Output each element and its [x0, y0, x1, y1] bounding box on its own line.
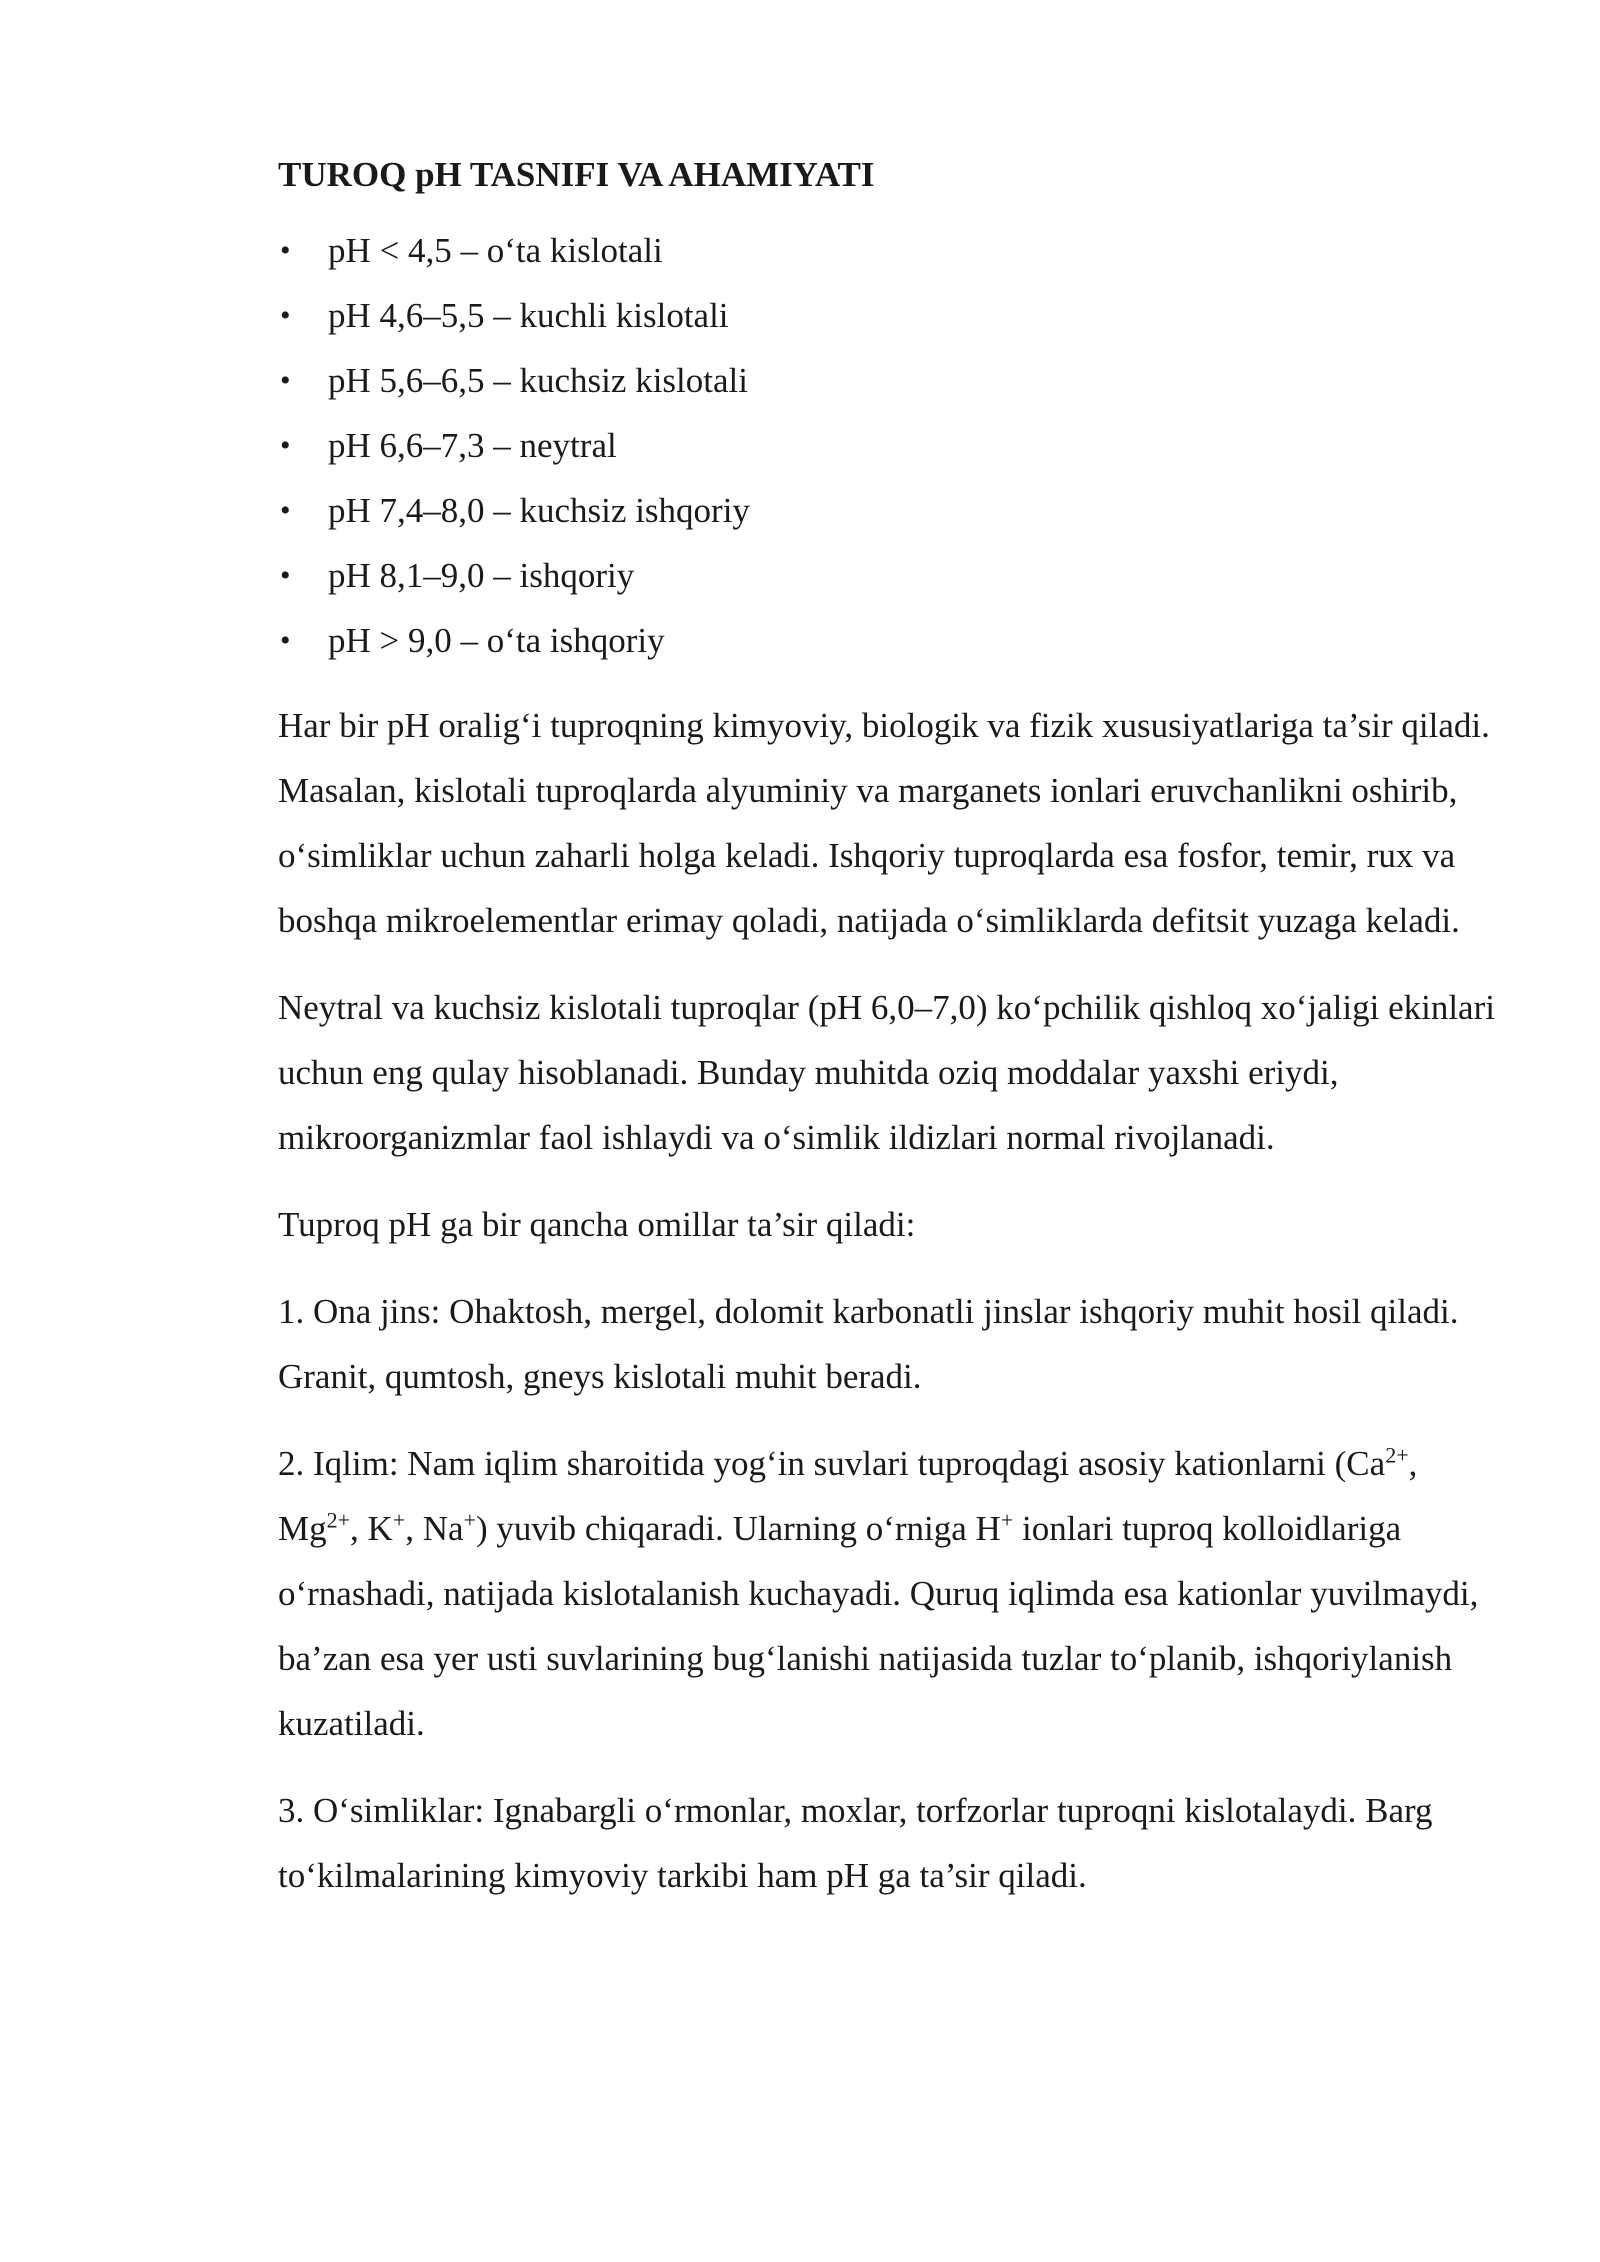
bullet-icon: •	[280, 429, 291, 462]
paragraph-parent-rock: 1. Ona jins: Ohaktosh, mergel, dolomit karbonatli jinslar ishqoriy muhit hosil qiladi. Granit, qumtosh, gneys kislotali muhit beradi.	[278, 1292, 1459, 1396]
paragraph-climate: 2. Iqlim: Nam iqlim sharoitida yog‘in suvlari tuproqdagi asosiy kationlarni ($Ca^{2+}$, $Mg^{2+}$, K+, Na+) yuvib chiqaradi. Ularning o‘rniga H+ ionlari tuproq kolloidlariga o‘rnashadi, natijada kislotalanish kuchayadi. Quruq iqlimda esa kationlar yuvilmaydi, ba’zan esa yer usti suvlarining bug‘lanishi natijasida tuzlar to‘planib, ishqoriylanish kuzatiladi.	[278, 1442, 1479, 1743]
list-item: • pH 8,1–9,0 – ishqoriy	[278, 543, 1500, 608]
bullet-icon: •	[280, 299, 291, 332]
paragraph-plants: 3. O‘simliklar: Ignabargli o‘rmonlar, moxlar, torfzorlar tuproqni kislotalaydi. Barg to‘kilmalarining kimyoviy tarkibi ham pH ga ta’sir qiladi.	[278, 1791, 1433, 1895]
document-page	[278, 150, 1500, 1930]
paragraph-factors-intro: Tuproq pH ga bir qancha omillar ta’sir qiladi:	[278, 1205, 916, 1244]
list-item: • pH > 9,0 – o‘ta ishqoriy	[278, 608, 1500, 673]
bullet-icon: •	[280, 494, 291, 527]
bullet-icon: •	[280, 364, 291, 397]
list-item: • pH < 4,5 – o‘ta kislotali	[278, 218, 1500, 283]
ph-classification-list	[278, 218, 1500, 673]
bullet-icon: •	[280, 624, 291, 657]
paragraph-ph-effects: Har bir pH oralig‘i tuproqning kimyoviy, biologik va fizik xususiyatlariga ta’sir qiladi. Masalan, kislotali tuproqlarda alyuminiy va marganets ionlari eruvchanlikni oshirib, o‘simliklar uchun zaharli holga keladi. Ishqoriy tuproqlarda esa fosfor, temir, rux va boshqa mikroelementlar erimay qoladi, natijada o‘simliklarda defitsit yuzaga keladi.	[278, 706, 1490, 940]
list-item: • pH 5,6–6,5 – kuchsiz kislotali	[278, 348, 1500, 413]
list-item: • pH 6,6–7,3 – neytral	[278, 413, 1500, 478]
bullet-icon: •	[280, 559, 291, 592]
document-title: TUROQ pH TASNIFI VA AHAMIYATI	[278, 155, 875, 194]
list-item: • pH 7,4–8,0 – kuchsiz ishqoriy	[278, 478, 1500, 543]
bullet-icon: •	[280, 234, 291, 267]
paragraph-optimal-ph: Neytral va kuchsiz kislotali tuproqlar (pH 6,0–7,0) ko‘pchilik qishloq xo‘jaligi ekinlari uchun eng qulay hisoblanadi. Bunday muhitda oziq moddalar yaxshi eriydi, mikroorganizmlar faol ishlaydi va o‘simlik ildizlari normal rivojlanadi.	[278, 988, 1495, 1157]
list-item: • pH 4,6–5,5 – kuchli kislotali	[278, 283, 1500, 348]
